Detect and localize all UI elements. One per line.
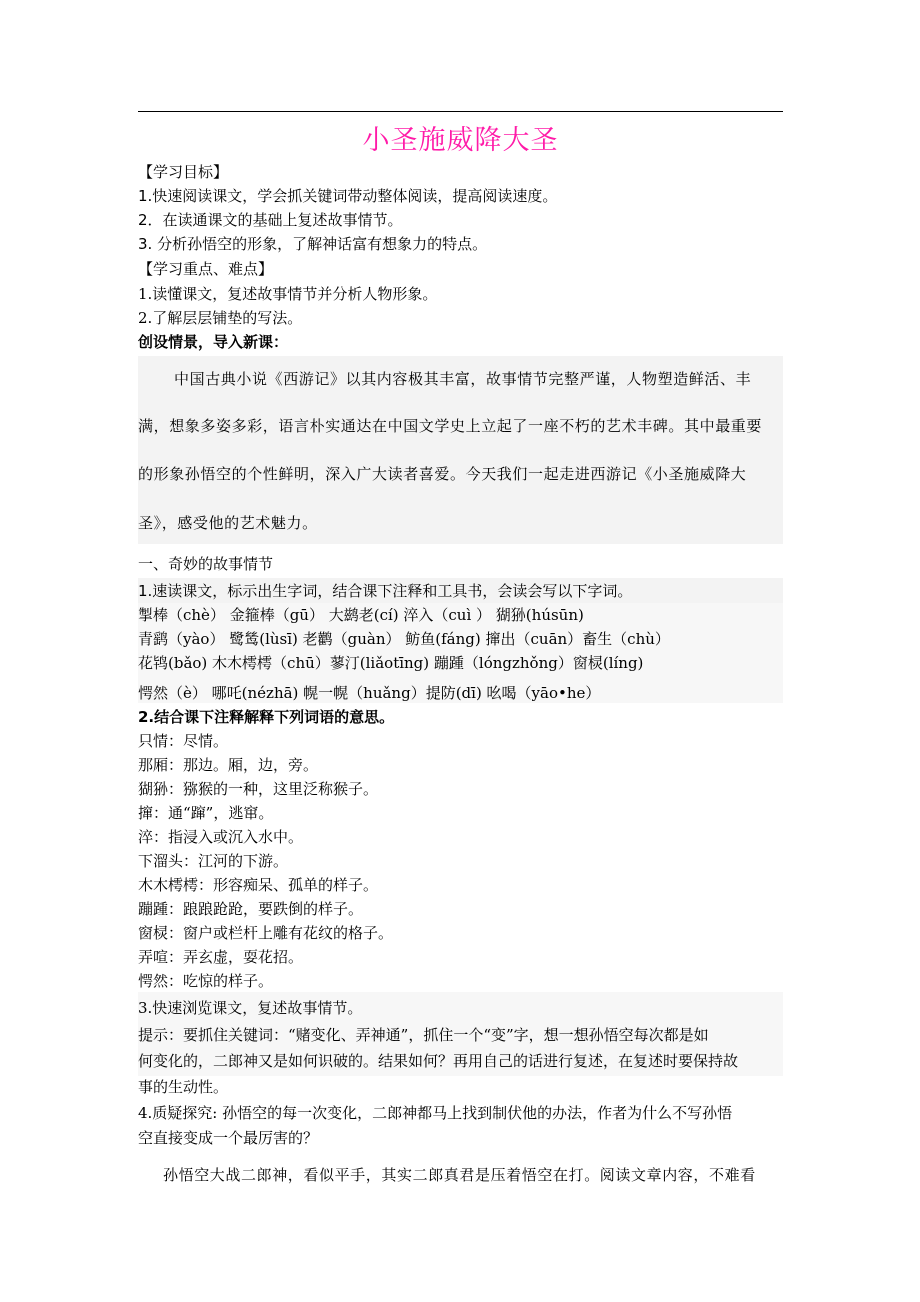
objective-item: 1.快速阅读课文，学会抓关键词带动整体阅读，提高阅读速度。 (138, 187, 558, 205)
definition-item: 窗棂：窗户或栏杆上雕有花纹的格子。 (138, 924, 394, 942)
intro-line: 的形象孙悟空的个性鲜明，深入广大读者喜爱。今天我们一起走进西游记《小圣施威降大 (138, 465, 747, 483)
task4-line: 空直接变成一个最厉害的？ (138, 1129, 319, 1147)
key-point-item: 1.读懂课文，复述故事情节并分析人物形象。 (138, 285, 438, 303)
intro-heading: 创设情景，导入新课： (138, 333, 289, 351)
task1-text: 1.速读课文，标示出生字词，结合课下注释和工具书，会读会写以下字词。 (138, 582, 633, 600)
definition-item: 撺：通“蹿”，逃窜。 (138, 804, 274, 822)
task3-text: 3.快速浏览课文，复述故事情节。 (138, 999, 363, 1017)
hint-line: 何变化的，二郎神又是如何识破的。结果如何？再用自己的话进行复述，在复述时要保持故 (138, 1052, 739, 1070)
definition-item: 木木樗樗：形容痴呆、孤单的样子。 (138, 876, 379, 894)
key-points-heading: 【学习重点、难点】 (138, 260, 274, 278)
intro-line: 圣》，感受他的艺术魅力。 (138, 514, 318, 532)
hint-line: 提示：要抓住关键词：“赌变化、弄神通”，抓住一个“变”字，想一想孙悟空每次都是如 (138, 1026, 709, 1044)
definition-item: 蹦踵：踉踉跄跄，要跌倒的样子。 (138, 900, 364, 918)
answer-line: 孙悟空大战二郎神，看似平手，其实二郎真君是压着悟空在打。阅读文章内容，不难看 (163, 1166, 756, 1184)
objectives-heading: 【学习目标】 (138, 163, 229, 181)
definition-item: 那厢：那边。厢，边，旁。 (138, 756, 319, 774)
hint-line: 事的生动性。 (138, 1078, 229, 1096)
objective-item: 2．在读通课文的基础上复述故事情节。 (138, 211, 403, 229)
definition-item: 只情：尽情。 (138, 732, 229, 750)
definition-item: 下溜头：江河的下游。 (138, 852, 289, 870)
intro-line: 满，想象多姿多彩，语言朴实通达在中国文学史上立起了一座不朽的艺术丰碑。其中最重要 (138, 417, 763, 435)
vocab-line: 花鸨(bǎo) 木木樗樗（chū）蓼汀(liǎotīng) 蹦踵（lóngzhǒng）窗棂(líng) (138, 654, 644, 672)
vocab-line: 愕然（è） 哪吒(nézhā) 幌一幌（huǎng）提防(dī) 吆喝（yāo•he） (138, 684, 601, 702)
task4-line: 4.质疑探究: 孙悟空的每一次变化，二郎神都马上找到制伏他的办法，作者为什么不写孙悟 (138, 1104, 733, 1122)
definition-item: 弄喧：弄玄虚，耍花招。 (138, 948, 304, 966)
vocab-line: 青鹞（yào） 鹭鸶(lùsī) 老鹳（guàn） 鲂鱼(fáng) 撺出（cuān）畜生（chù） (138, 630, 670, 648)
definition-item: 愕然：吃惊的样子。 (138, 972, 274, 990)
vocab-line: 掣棒（chè） 金箍棒（gū） 大鹚老(cí) 淬入（cuì ） 猢狲(húsūn) (138, 606, 584, 624)
key-point-item: 2.了解层层铺垫的写法。 (138, 309, 303, 327)
task2-text: 2.结合课下注释解释下列词语的意思。 (138, 708, 395, 726)
page-title: 小圣施威降大圣 (362, 125, 559, 156)
objective-item: 3. 分析孙悟空的形象，了解神话富有想象力的特点。 (138, 235, 488, 253)
section-heading: 一、奇妙的故事情节 (138, 555, 274, 573)
intro-line: 中国古典小说《西游记》以其内容极其丰富，故事情节完整严谨，人物塑造鲜活、丰 (174, 370, 752, 388)
definition-item: 淬：指浸入或沉入水中。 (138, 828, 304, 846)
header-rule (138, 111, 783, 112)
definition-item: 猢狲：猕猴的一种，这里泛称猴子。 (138, 780, 379, 798)
